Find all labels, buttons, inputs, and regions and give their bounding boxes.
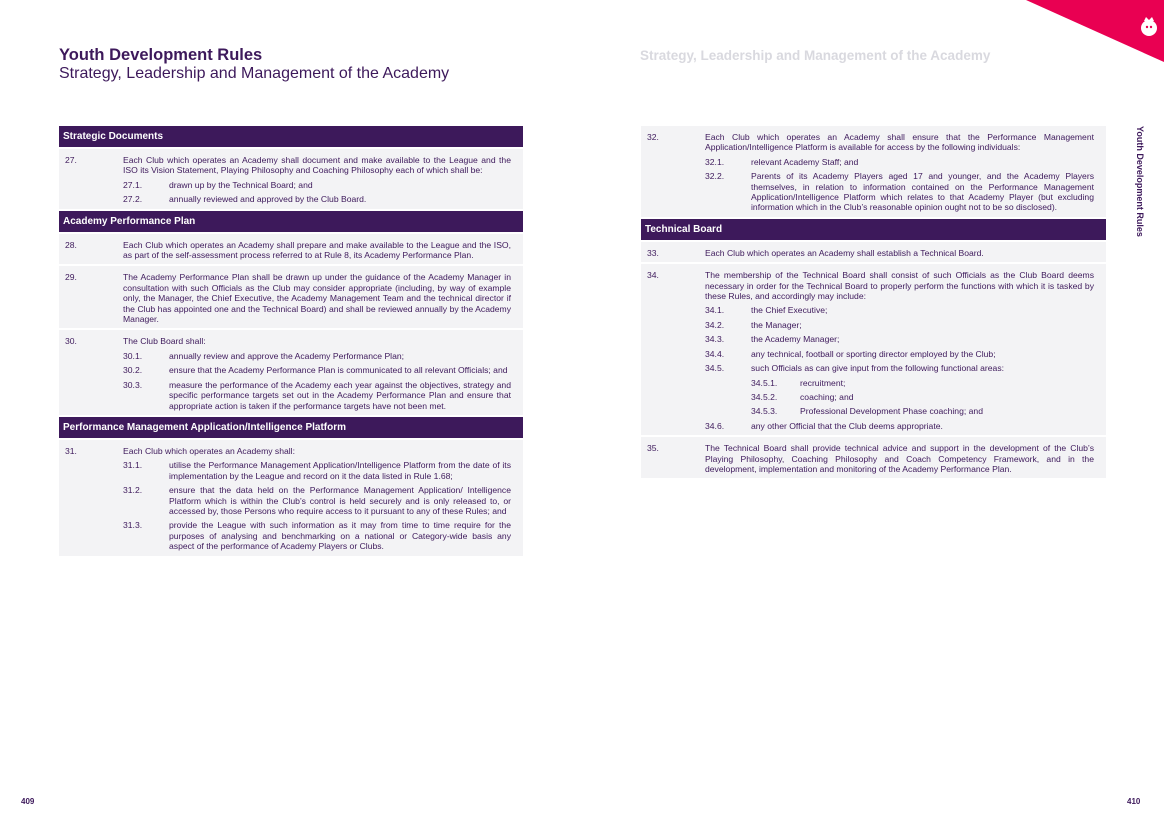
right-page-number: 410 (1127, 797, 1141, 806)
sub-rule-34-5-3: 34.5.3. Professional Development Phase coaching; and (751, 406, 983, 417)
rule-text: The Club Board shall: (123, 336, 206, 347)
rule-number: 35. (647, 443, 659, 454)
left-page-number: 409 (21, 797, 35, 806)
rule-text: Each Club which operates an Academy shall establish a Technical Board. (705, 247, 984, 258)
section-heading-performance-management-platform: Performance Management Application/Intelligence Platform (59, 417, 523, 438)
left-column (59, 126, 523, 558)
sub-rule-34-5-1: 34.5.1. recruitment; (751, 377, 846, 388)
sub-rule-31-1: 31.1. utilise the Performance Management Application/Intelligence Platform from the date of its implementation by the League and record on it the data listed in Rule 1.68; (123, 460, 511, 481)
right-column (641, 126, 1106, 480)
sub-rule-27-2: 27.2. annually reviewed and approved by the Club Board. (123, 194, 367, 205)
rule-34 (641, 264, 1106, 435)
sub-rule-34-5: 34.5. such Officials as can give input from the following functional areas: (705, 363, 1005, 374)
sub-rule-34-5-2: 34.5.2. coaching; and (751, 391, 854, 402)
rule-number: 27. (65, 155, 77, 165)
page-subtitle: Strategy, Leadership and Management of the Academy (59, 65, 450, 82)
sub-rule-30-1: 30.1. annually review and approve the Academy Performance Plan; (123, 350, 405, 361)
rule-number: 33. (647, 247, 659, 258)
rule-31 (59, 440, 523, 556)
rule-number: 29. (65, 272, 77, 283)
rule-text: The Academy Performance Plan shall be drawn up under the guidance of the Academy Manager in consultation with such Officials as the Club may consider appropriate (including, by way of example only, the Manager, the Chief Executive, the Academy Management Team and the technical director if the Club has appointed one and the Technical Board) and shall be reviewed annually by the Academy Manager. (123, 272, 511, 325)
side-running-label: Youth Development Rules (1135, 126, 1145, 237)
rule-35 (641, 437, 1106, 478)
sub-rule-32-1: 32.1. relevant Academy Staff; and (705, 156, 859, 167)
rule-27 (59, 149, 523, 209)
rule-number: 28. (65, 239, 77, 250)
rule-text: Each Club which operates an Academy shall: (123, 445, 295, 456)
sub-rule-34-6: 34.6. any other Official that the Club deems appropriate. (705, 420, 943, 431)
sub-rule-34-4: 34.4. any technical, football or sporting director employed by the Club; (705, 348, 996, 359)
rule-33 (641, 242, 1106, 262)
page-title: Youth Development Rules (59, 46, 263, 64)
rule-number: 32. (647, 132, 659, 142)
rule-30 (59, 330, 523, 414)
sub-rule-34-3: 34.3. the Academy Manager; (705, 334, 840, 345)
rule-28 (59, 234, 523, 265)
page-title-block (59, 45, 449, 83)
section-heading-academy-performance-plan: Academy Performance Plan (59, 211, 523, 232)
corner-brand-graphic (1014, 0, 1164, 70)
sub-rule-30-2: 30.2. ensure that the Academy Performance Plan is communicated to all relevant Officials; and (123, 365, 508, 376)
rule-number: 30. (65, 336, 77, 347)
rule-number: 31. (65, 445, 77, 456)
rule-29 (59, 266, 523, 328)
sub-rule-27-1: 27.1. drawn up by the Technical Board; and (123, 179, 313, 190)
sub-rule-34-1: 34.1. the Chief Executive; (705, 305, 828, 316)
sub-rule-31-3: 31.3. provide the League with such information as it may from time to time require for the purposes of analysing and benchmarking on a national or Category-wide basis any aspect of the performance of Academy Players or Clubs. (123, 520, 511, 552)
rule-text: Each Club which operates an Academy shall document and make available to the League and the ISO its Vision Statement, Playing Philosophy and Coaching Philosophy each of which shall be: (123, 155, 511, 176)
section-heading-technical-board: Technical Board (641, 219, 1106, 240)
rule-number: 34. (647, 270, 659, 281)
rule-text: The membership of the Technical Board shall consist of such Officials as the Club Board deems necessary in order for the Technical Board to properly perform the functions with which it is tasked by these Rules, and accordingly may include: (705, 270, 1094, 302)
sub-rule-32-2: 32.2. Parents of its Academy Players aged 17 and younger, and the Academy Players themselves, in relation to information contained on the Performance Management Application/Intelligence Platform which relates to that Academy Player (but excluding information which in the Club’s reasonable opinion ought not to be so disclosed). (705, 171, 1094, 213)
sub-rule-31-2: 31.2. ensure that the data held on the Performance Management Application/ Intelligence Platform which is within the Club’s control is held securely and is only released to, or accessed by, those Persons who require access to it pursuant to any of these Rules; and (123, 485, 511, 516)
rule-32 (641, 126, 1106, 217)
sub-rule-30-3: 30.3. measure the performance of the Academy each year against the objectives, strategy and specific performance targets set out in the Academy Performance Plan and ensure that appropriate action is taken if the performance targets have not been met. (123, 379, 511, 411)
section-heading-strategic-documents: Strategic Documents (59, 126, 523, 147)
rule-text: Each Club which operates an Academy shall ensure that the Performance Management Application/Intelligence Platform is available for access by the following individuals: (705, 132, 1094, 153)
sub-rule-34-2: 34.2. the Manager; (705, 319, 802, 330)
rule-text: Each Club which operates an Academy shall prepare and make available to the League and the ISO, as part of the self-assessment process referred to at Rule 8, its Academy Performance Plan. (123, 239, 511, 261)
right-page-heading: Strategy, Leadership and Management of the Academy (640, 48, 991, 63)
rule-text: The Technical Board shall provide technical advice and support in the development of the Club’s Playing Philosophy, Coaching Philosophy and Coach Competency Framework, and in the development, implementation and monitoring of the Academy Performance Plan. (705, 443, 1094, 474)
